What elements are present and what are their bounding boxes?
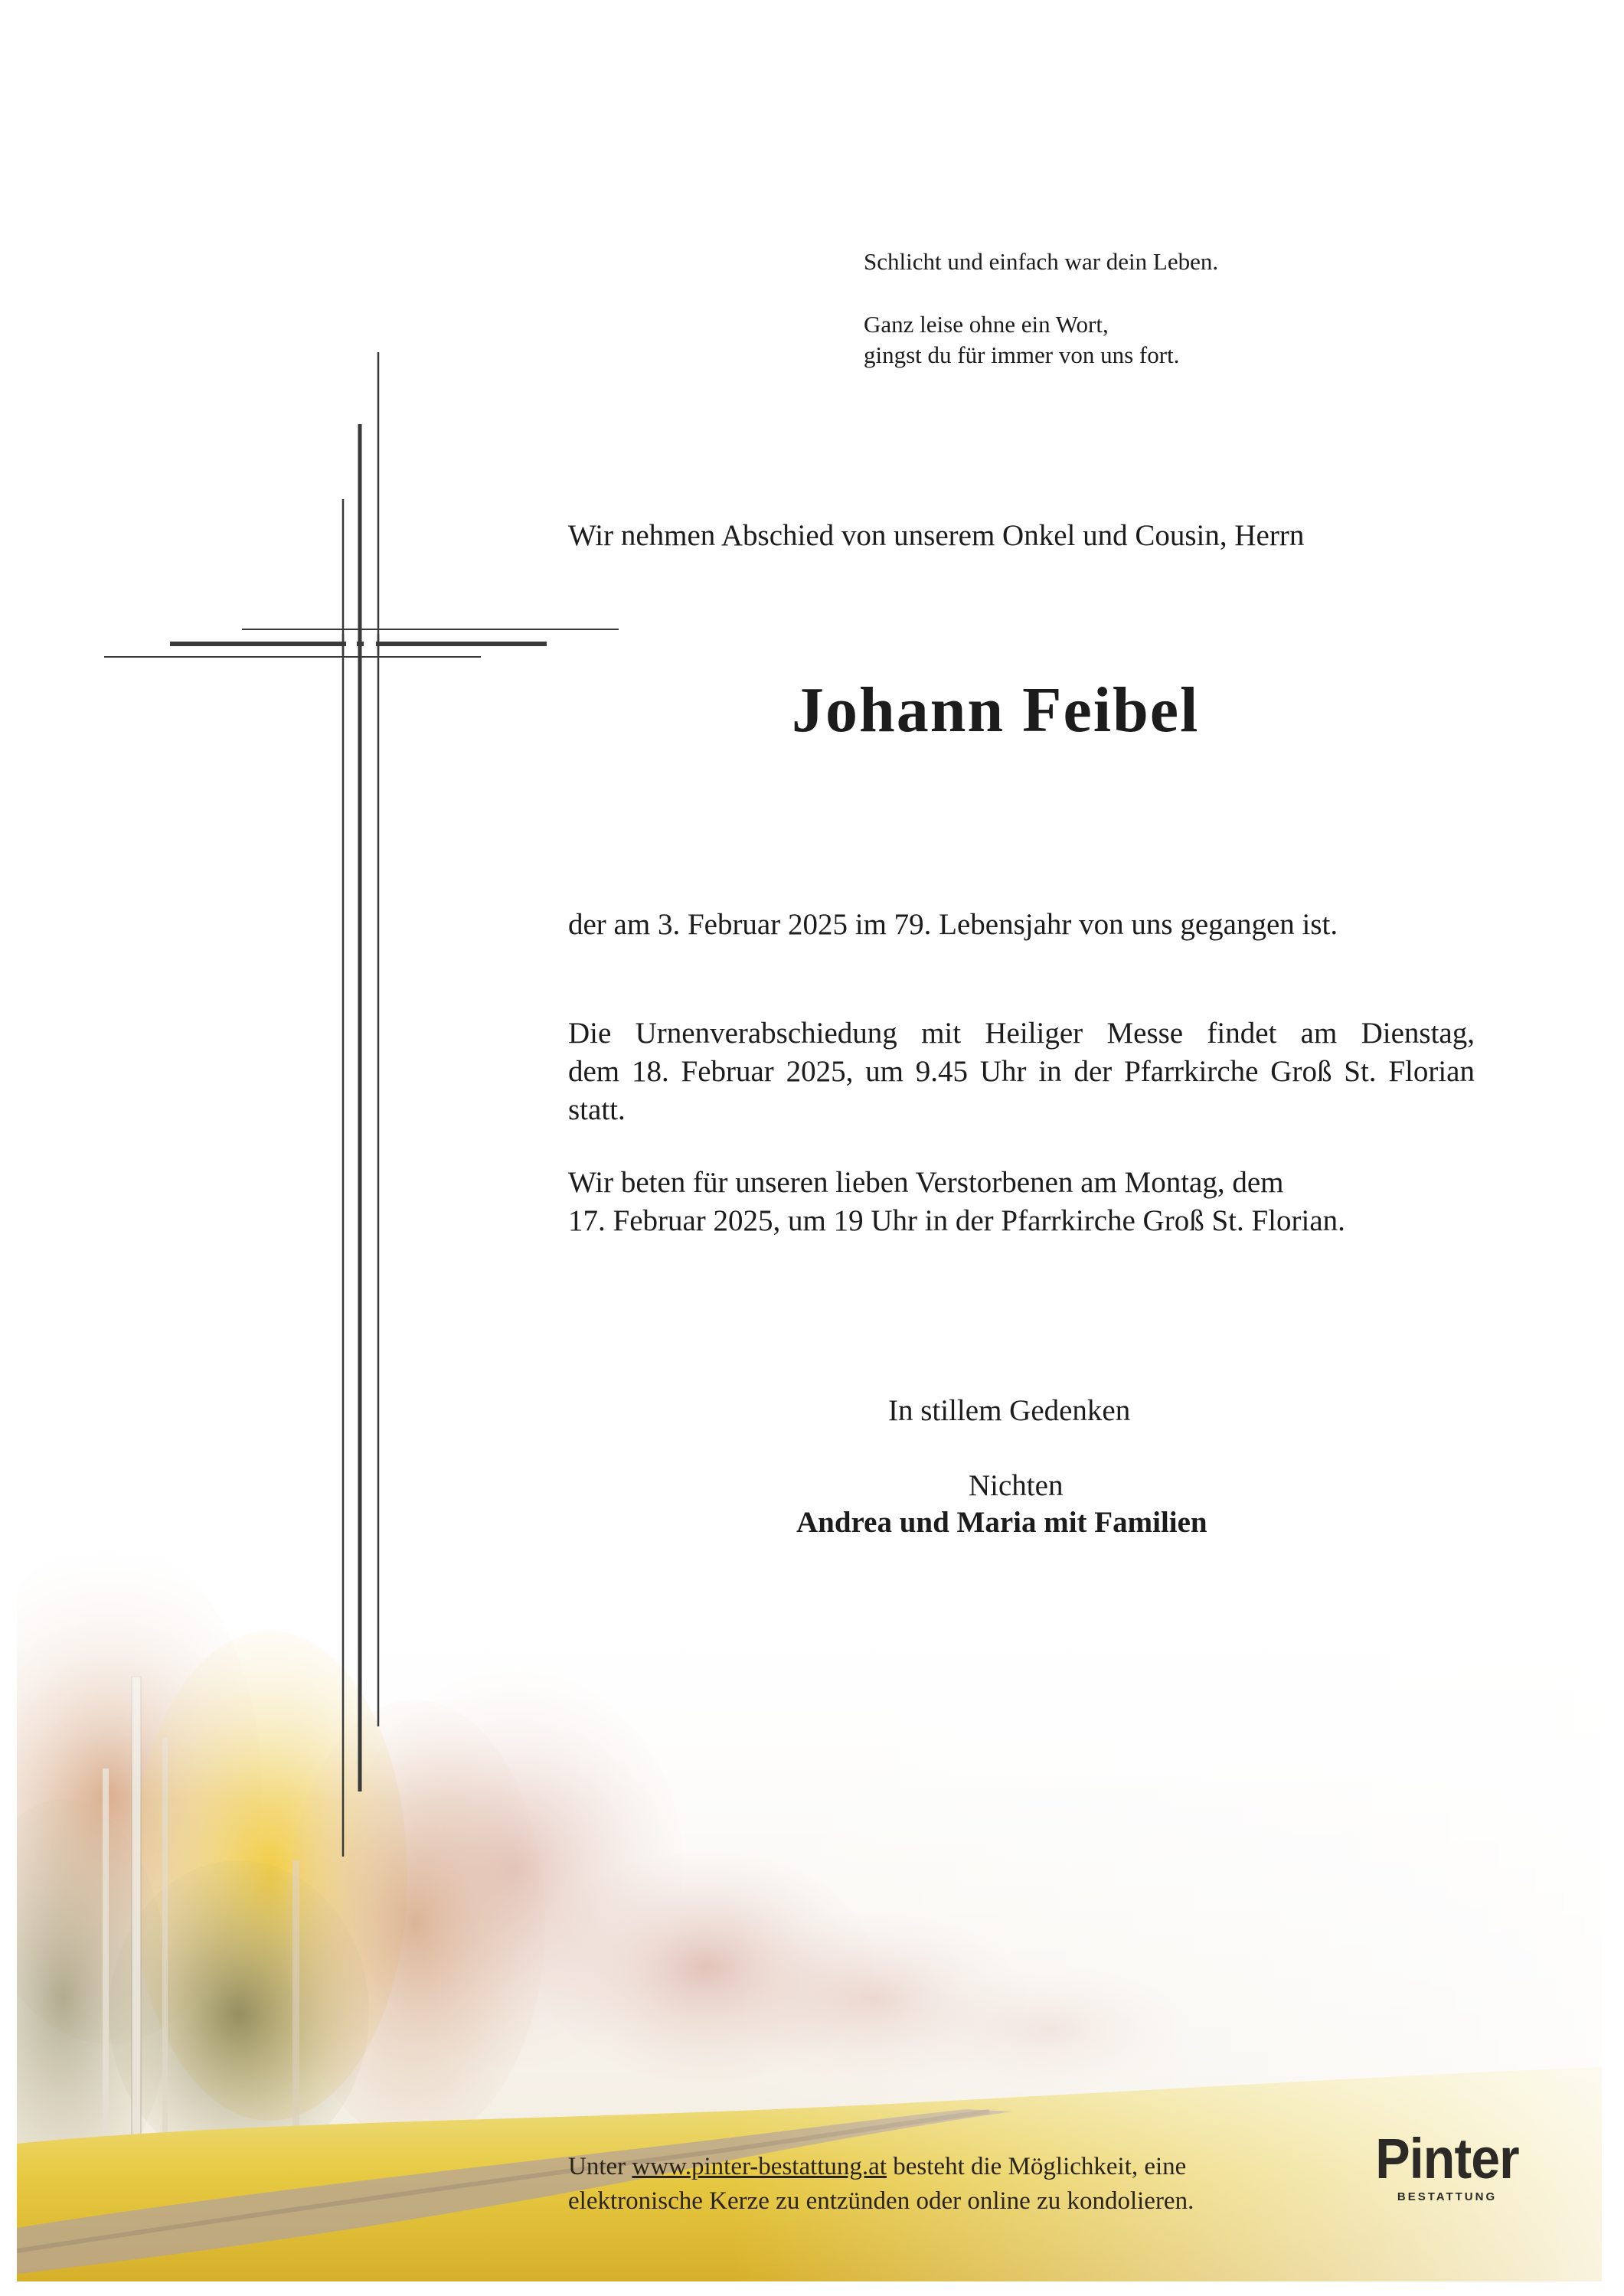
- website-link[interactable]: www.pinter-bestattung.at: [632, 2153, 887, 2180]
- deceased-name: Johann Feibel: [792, 674, 1200, 746]
- logo-subtitle: BESTATTUNG: [1397, 2190, 1498, 2203]
- intro-text: Wir nehmen Abschied von unserem Onkel und Cousin, Herrn: [568, 519, 1305, 552]
- ceremony-line: statt.: [568, 1093, 626, 1126]
- ceremony-line: Die Urnenverabschiedung mit Heiliger Messe findet am Dienstag,: [568, 1017, 1475, 1050]
- footer-line: [568, 2150, 1194, 2184]
- footer-line: elektronische Kerze zu entzünden oder online zu kondolieren.: [568, 2187, 1194, 2215]
- verse: [864, 247, 1218, 371]
- verse-line: Ganz leise ohne ein Wort,: [864, 311, 1109, 338]
- closing-greeting: In stillem Gedenken: [888, 1394, 1131, 1427]
- closing-names: Andrea und Maria mit Familien: [796, 1506, 1207, 1539]
- prayer-text: [568, 1164, 1345, 1240]
- prayer-line: Wir beten für unseren lieben Verstorbenen am Montag, dem: [568, 1166, 1284, 1199]
- logo-wordmark: Pinter: [1375, 2127, 1519, 2190]
- ceremony-line: dem 18. Februar 2025, um 9.45 Uhr in der Pfarrkirche Groß St. Florian: [568, 1055, 1475, 1088]
- pinter-logo: [1355, 2128, 1539, 2205]
- footer-prefix: Unter: [568, 2153, 632, 2180]
- footer-note: [568, 2150, 1194, 2219]
- prayer-line: 17. Februar 2025, um 19 Uhr in der Pfarrkirche Groß St. Florian.: [568, 1204, 1345, 1237]
- footer-suffix: besteht die Möglichkeit, eine: [887, 2153, 1187, 2180]
- verse-line: Schlicht und einfach war dein Leben.: [864, 248, 1219, 275]
- closing-relation: Nichten: [969, 1469, 1064, 1502]
- ceremony-text: [568, 1014, 1475, 1129]
- verse-line: gingst du für immer von uns fort.: [864, 341, 1180, 368]
- death-statement: der am 3. Februar 2025 im 79. Lebensjahr von uns gegangen ist.: [568, 908, 1338, 941]
